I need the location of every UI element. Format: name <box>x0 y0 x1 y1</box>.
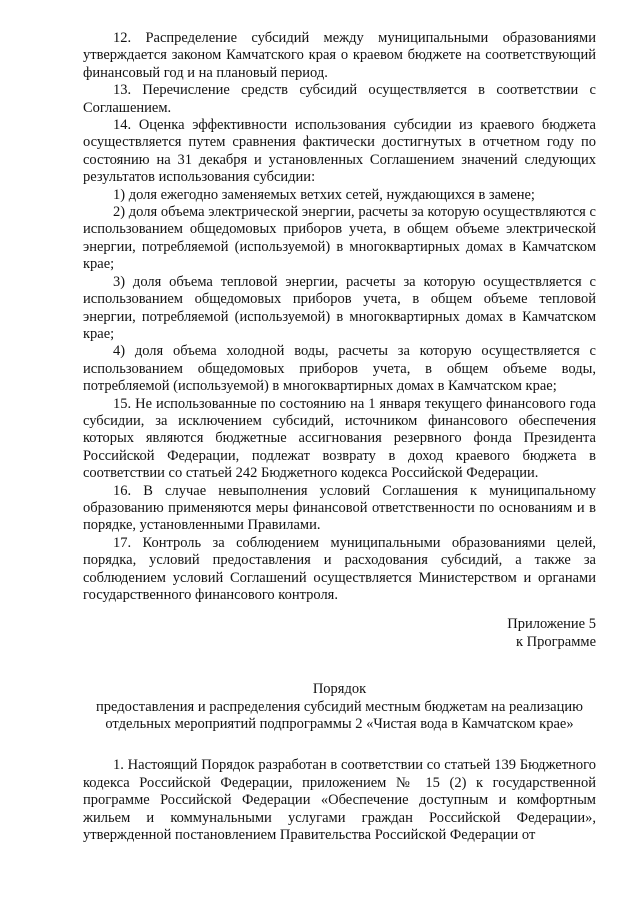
list-item-4: 4) доля объема холодной воды, расчеты за которую осуществляется с использованием общедомовых приборов учета, в общем объеме воды, потребляемой (используемой) в многоквартирных домах в Камчатском крае; <box>83 343 596 395</box>
appendix-line-2: к Программе <box>515 633 596 650</box>
section-subtitle-line-1: предоставления и распределения субсидий местным бюджетам на реализацию <box>96 698 583 715</box>
paragraph-17: 17. Контроль за соблюдением муниципальными образованиями целей, порядка, условий предоставления и расходования субсидий, а также за соблюдением условий Соглашений осуществляется Министерством и органами государственного финансового контроля. <box>83 534 596 603</box>
list-item-2: 2) доля объема электрической энергии, расчеты за которую осуществляются с использованием общедомовых приборов учета, в общем объеме электрической энергии, потребляемой (используемой) в многоквартирных домах в Камчатском крае; <box>83 204 596 273</box>
appendix-line-1: Приложение 5 <box>507 616 596 633</box>
order-paragraph-1: 1. Настоящий Порядок разработан в соответствии со статьей 139 Бюджетного кодекса Российской Федерации, приложением № 15 (2) к государственной программе Российской Федерации «Обеспечение доступным и комфортным жильем и коммунальными услугами граждан Российской Федерации», утвержденной постановлением Правительства Российской Федерации от <box>83 757 596 844</box>
paragraph-12: 12. Распределение субсидий между муниципальными образованиями утверждается законом Камчатского края о краевом бюджете на соответствующий финансовый год и на плановый период. <box>83 30 596 81</box>
appendix-label <box>83 616 596 651</box>
paragraph-13: 13. Перечисление средств субсидий осуществляется в соответствии с Соглашением. <box>83 82 596 116</box>
paragraph-15: 15. Не использованные по состоянию на 1 января текущего финансового года субсидии, за исключением субсидий, источником финансового обеспечения которых являются бюджетные ассигнования резервного фонда Президента Российской Федерации, подлежат возврату в доход краевого бюджета в соответствии со статьей 242 Бюджетного кодекса Российской Федерации. <box>83 395 596 482</box>
list-item-1: 1) доля ежегодно заменяемых ветхих сетей, нуждающихся в замене; <box>113 186 535 203</box>
paragraph-16: 16. В случае невыполнения условий Соглашения к муниципальному образованию применяются меры финансовой ответственности по основаниям и в порядке, установленными Правилами. <box>83 482 596 534</box>
document-page <box>83 30 596 844</box>
spacer <box>83 733 596 757</box>
paragraph-14: 14. Оценка эффективности использования субсидии из краевого бюджета осуществляется путем сравнения фактически достигнутых в отчетном году по состоянию на 31 декабря и установленных Соглашением значений следующих результатов использования субсидии: <box>83 117 596 186</box>
list-item-3: 3) доля объема тепловой энергии, расчеты за которую осуществляется с использованием общедомовых приборов учета, в общем объеме тепловой энергии, потребляемой (используемой) в многоквартирных домах в Камчатском крае; <box>83 273 596 342</box>
section-subtitle-line-2: отдельных мероприятий подпрограммы 2 «Чистая вода в Камчатском крае» <box>105 716 574 733</box>
section-title: Порядок <box>312 681 367 698</box>
